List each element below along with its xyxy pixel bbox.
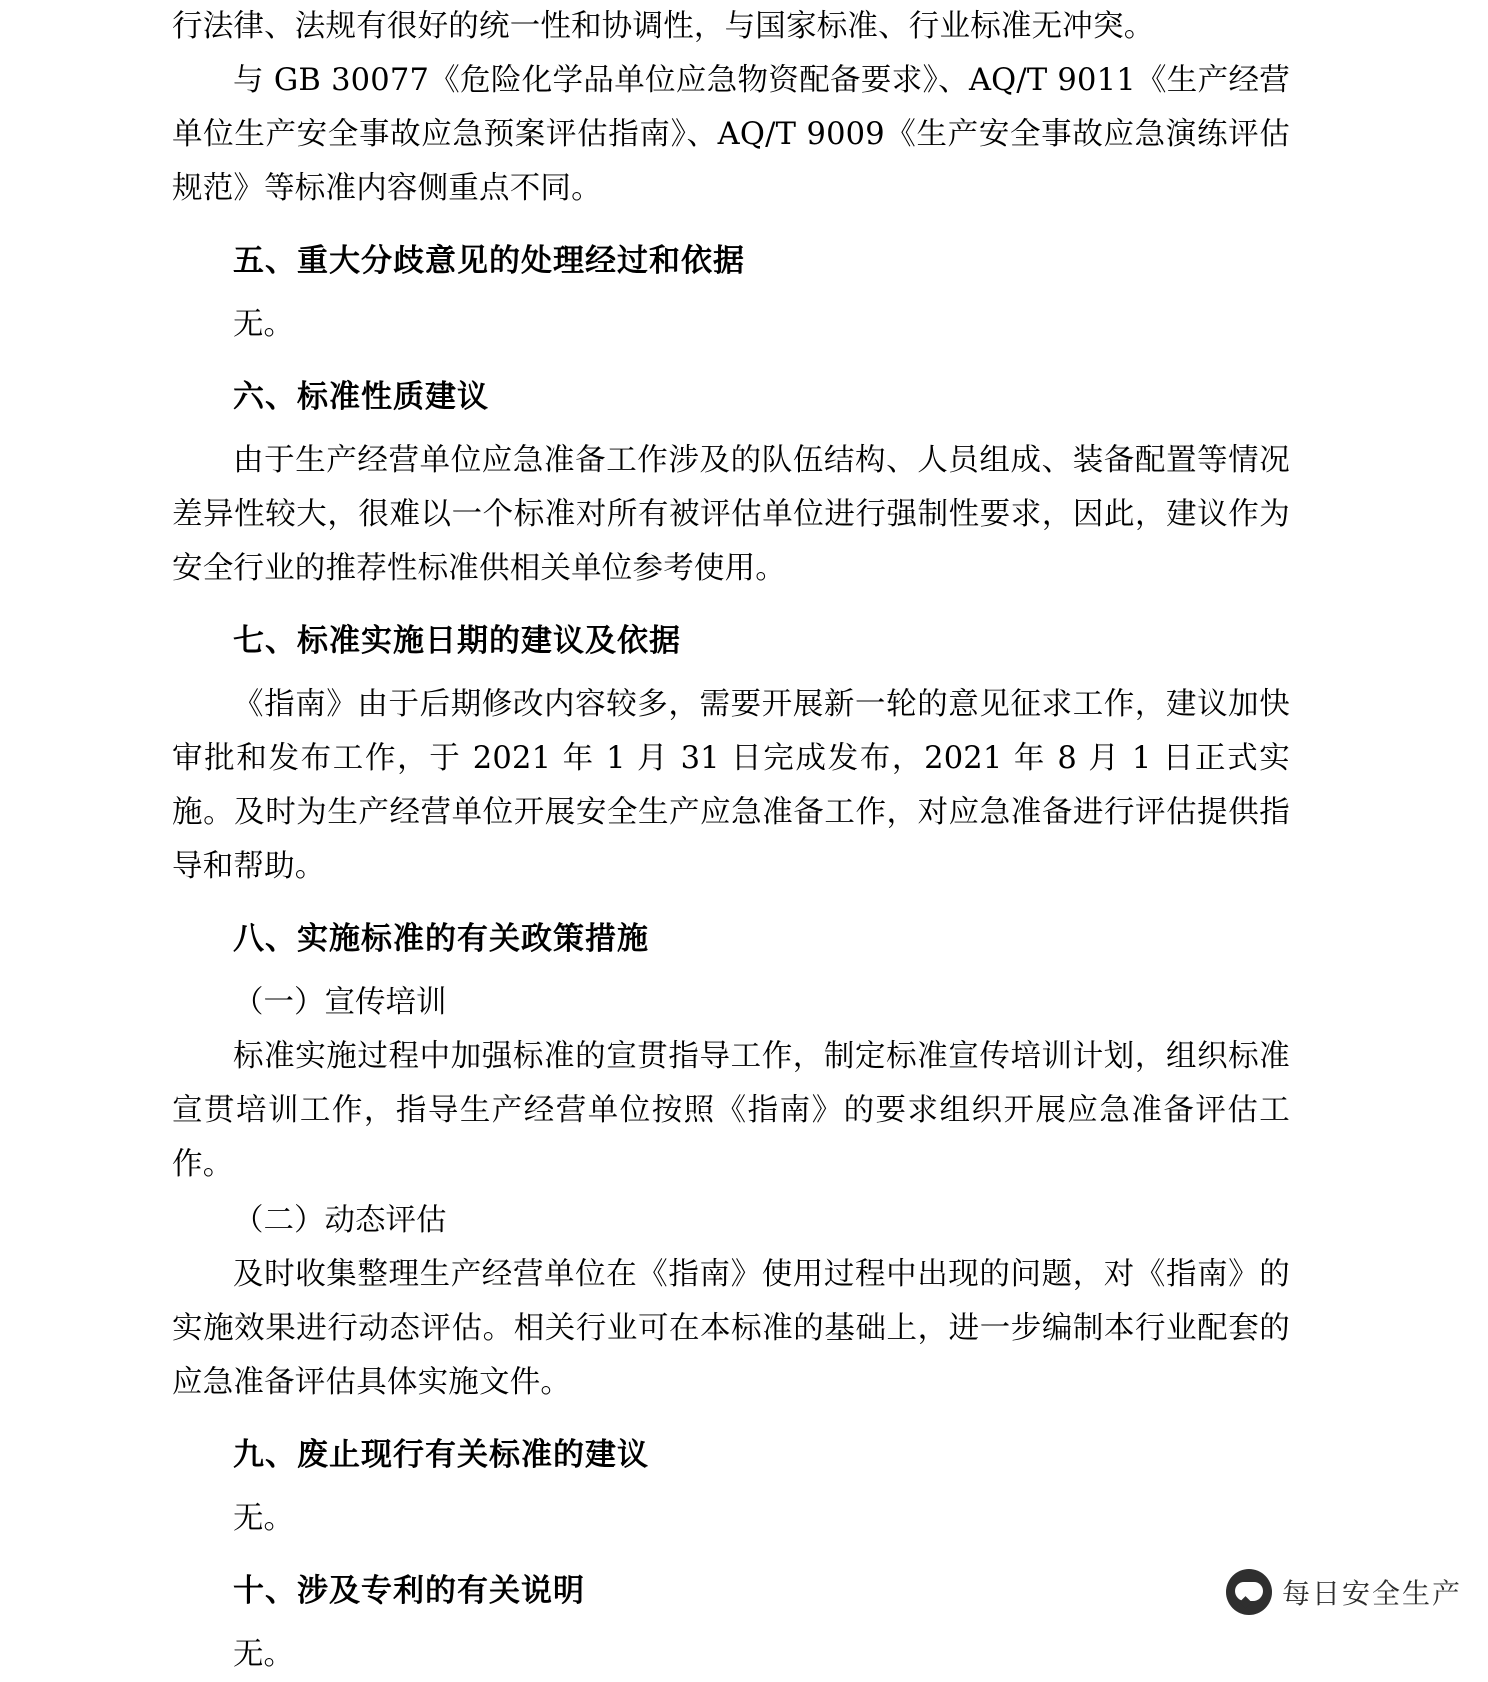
paragraph-eight-two: 及时收集整理生产经营单位在《指南》使用过程中出现的问题，对《指南》的实施效果进行动态评估。相关行业可在本标准的基础上，进一步编制本行业配套的应急准备评估具体实施文件。 xyxy=(172,1257,1290,1400)
paragraph-section-nine: 无。 xyxy=(233,1501,294,1536)
paragraph-section-ten: 无。 xyxy=(233,1637,294,1672)
heading-section-seven: 七、标准实施日期的建议及依据 xyxy=(233,623,681,659)
paragraph-section-five: 无。 xyxy=(233,307,294,342)
watermark-badge xyxy=(1226,1569,1462,1615)
paragraph-eight-one: 标准实施过程中加强标准的宣贯指导工作，制定标准宣传培训计划，组织标准宣贯培训工作，指导生产经营单位按照《指南》的要求组织开展应急准备评估工作。 xyxy=(172,1039,1290,1182)
heading-section-eight: 八、实施标准的有关政策措施 xyxy=(233,921,649,957)
heading-section-nine: 九、废止现行有关标准的建议 xyxy=(233,1437,649,1473)
paragraph-section-seven: 《指南》由于后期修改内容较多，需要开展新一轮的意见征求工作，建议加快审批和发布工作，于 2021 年 1 月 31 日完成发布，2021 年 8 月 1 日正式实施。及时为生产经营单位开展安全生产应急准备工作，对应急准备进行评估提供指导和帮助。 xyxy=(172,687,1290,884)
subheading-eight-one: （一）宣传培训 xyxy=(233,985,447,1020)
watermark-label: 每日安全生产 xyxy=(1281,1577,1462,1610)
paragraph-continued: 行法律、法规有很好的统一性和协调性，与国家标准、行业标准无冲突。 xyxy=(172,9,1155,44)
heading-section-five: 五、重大分歧意见的处理经过和依据 xyxy=(233,243,745,279)
heading-section-six: 六、标准性质建议 xyxy=(233,379,489,415)
heading-section-ten: 十、涉及专利的有关说明 xyxy=(233,1573,585,1609)
subheading-eight-two: （二）动态评估 xyxy=(233,1203,447,1238)
document-body xyxy=(172,0,1290,1682)
paragraph-standards-comparison: 与 GB 30077《危险化学品单位应急物资配备要求》、AQ/T 9011《生产经营单位生产安全事故应急预案评估指南》、AQ/T 9009《生产安全事故应急演练评估规范》等标准内容侧重点不同。 xyxy=(172,63,1290,206)
wechat-account-logo-icon xyxy=(1226,1569,1272,1615)
paragraph-section-six: 由于生产经营单位应急准备工作涉及的队伍结构、人员组成、装备配置等情况差异性较大，很难以一个标准对所有被评估单位进行强制性要求，因此，建议作为安全行业的推荐性标准供相关单位参考使用。 xyxy=(172,443,1290,586)
